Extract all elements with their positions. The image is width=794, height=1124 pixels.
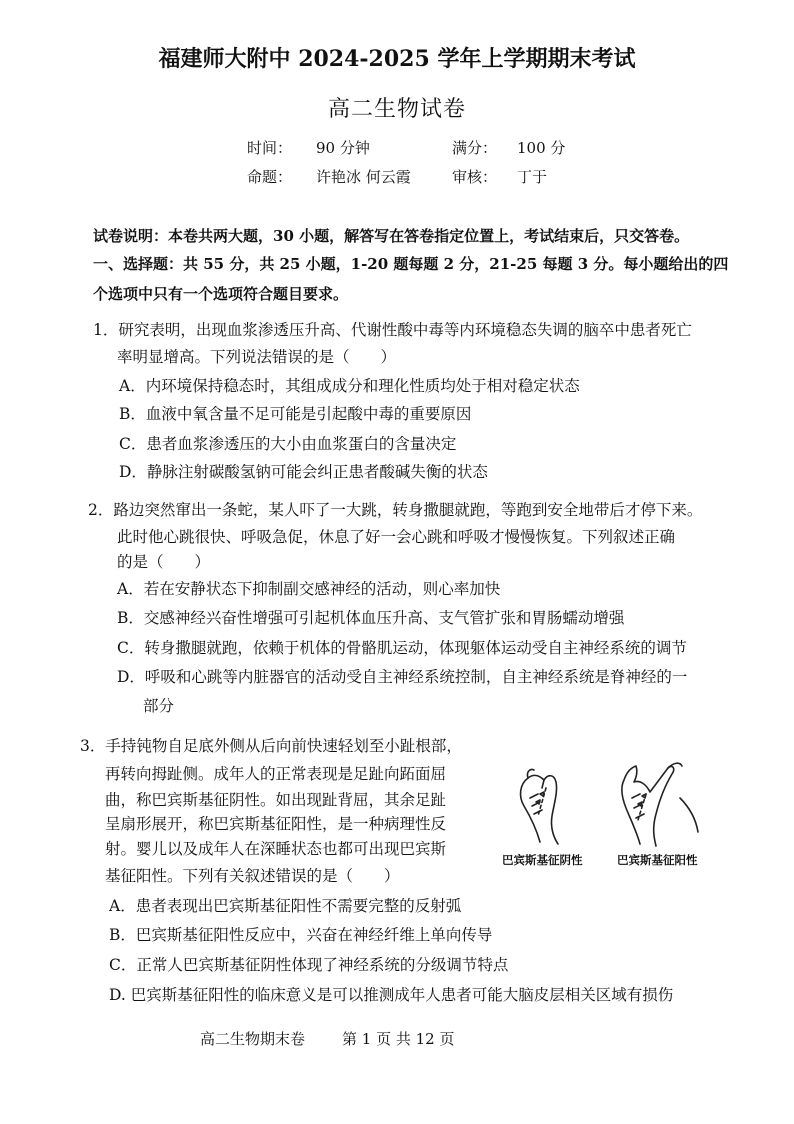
q2-option-b: B．交感神经兴奋性增强可引起机体血压升高、支气管扩张和胃肠蠕动增强 [117, 609, 625, 627]
footer-exam-name: 高二生物期末卷 [200, 1030, 306, 1048]
time-label: 时间： [247, 139, 293, 157]
q1-option-a: A．内环境保持稳态时，其组成成分和理化性质均处于相对稳定状态 [119, 377, 580, 395]
figure-label-positive: 巴宾斯基征阳性 [617, 853, 698, 867]
q2-option-a: A．若在安静状态下抑制副交感神经的活动，则心率加快 [117, 580, 501, 598]
q3-stem-line-3: 曲，称巴宾斯基征阴性。如出现趾背屈，其余足趾 [105, 791, 447, 809]
q2-stem-line-1: 2．路边突然窜出一条蛇，某人吓了一大跳，转身撒腿就跑，等跑到安全地带后才停下来。 [88, 501, 703, 519]
q1-option-b: B．血液中氧含量不足可能是引起酸中毒的重要原因 [119, 405, 472, 423]
instructions-line-1: 试卷说明：本卷共两大题，30 小题，解答写在答卷指定位置上，考试结束后，只交答卷。 [93, 227, 690, 245]
q2-option-c: C．转身撒腿就跑，依赖于机体的骨骼肌运动，体现躯体运动受自主神经系统的调节 [117, 639, 687, 657]
negative-foot-drawing [521, 769, 558, 844]
q2-option-d: D．呼吸和心跳等内脏器官的活动受自主神经系统控制，自主神经系统是脊神经的一 [117, 668, 688, 686]
q3-option-c: C．正常人巴宾斯基征阴性体现了神经系统的分级调节特点 [109, 956, 509, 974]
instructions-line-2: 一、选择题：共 55 分，共 25 小题，1-20 题每题 2 分，21-25 每题 3 分。每小题给出的四 [93, 255, 729, 273]
q3-option-b: B．巴宾斯基征阳性反应中，兴奋在神经纤维上单向传导 [109, 926, 493, 944]
score-value: 100 分 [517, 139, 566, 157]
q1-stem-line-1: 1．研究表明，出现血浆渗透压升高、代谢性酸中毒等内环境稳态失调的脑卒中患者死亡 [93, 321, 692, 339]
exam-subtitle: 高二生物试卷 [327, 97, 466, 122]
q3-stem-line-1: 3．手持钝物自足底外侧从后向前快速轻划至小趾根部， [80, 737, 462, 755]
q3-stem-line-4: 呈扇形展开，称巴宾斯基征阳性，是一种病理性反 [105, 815, 447, 833]
q3-option-d: D. 巴宾斯基征阳性的临床意义是可以推测成年人患者可能大脑皮层相关区域有损伤 [109, 986, 674, 1004]
q3-stem-line-5: 射。婴儿以及成年人在深睡状态也都可出现巴宾斯 [105, 840, 447, 858]
time-value: 90 分钟 [316, 139, 370, 157]
q3-option-a: A．患者表现出巴宾斯基征阳性不需要完整的反射弧 [109, 897, 462, 915]
babinski-figure [500, 758, 715, 868]
q2-option-d-continued: 部分 [143, 697, 175, 715]
q1-option-c: C．患者血浆渗透压的大小由血浆蛋白的含量决定 [119, 435, 457, 453]
author-label: 命题： [247, 168, 293, 186]
q3-stem-line-2: 再转向拇趾侧。成年人的正常表现是足趾向跖面屈 [105, 765, 447, 783]
q1-option-d: D．静脉注射碳酸氢钠可能会纠正患者酸碱失衡的状态 [119, 463, 488, 481]
q2-stem-line-3: 的是（ ） [117, 553, 211, 571]
figure-label-negative: 巴宾斯基征阴性 [502, 853, 583, 867]
score-label: 满分： [452, 139, 498, 157]
review-label: 审核： [452, 168, 498, 186]
positive-foot-drawing [622, 763, 698, 846]
review-value: 丁于 [517, 168, 548, 186]
instructions-line-3: 个选项中只有一个选项符合题目要求。 [93, 285, 349, 303]
babinski-illustration [500, 758, 715, 848]
exam-title: 福建师大附中 2024-2025 学年上学期期末考试 [158, 46, 636, 72]
author-value: 许艳冰 何云霞 [316, 168, 411, 186]
footer-page-number: 第 1 页 共 12 页 [342, 1030, 455, 1048]
q2-stem-line-2: 此时他心跳很快、呼吸急促，休息了好一会心跳和呼吸才慢慢恢复。下列叙述正确 [117, 528, 676, 546]
q1-stem-line-2: 率明显增高。下列说法错误的是（ ） [117, 348, 397, 366]
q3-stem-line-6: 基征阳性。下列有关叙述错误的是（ ） [105, 867, 400, 885]
